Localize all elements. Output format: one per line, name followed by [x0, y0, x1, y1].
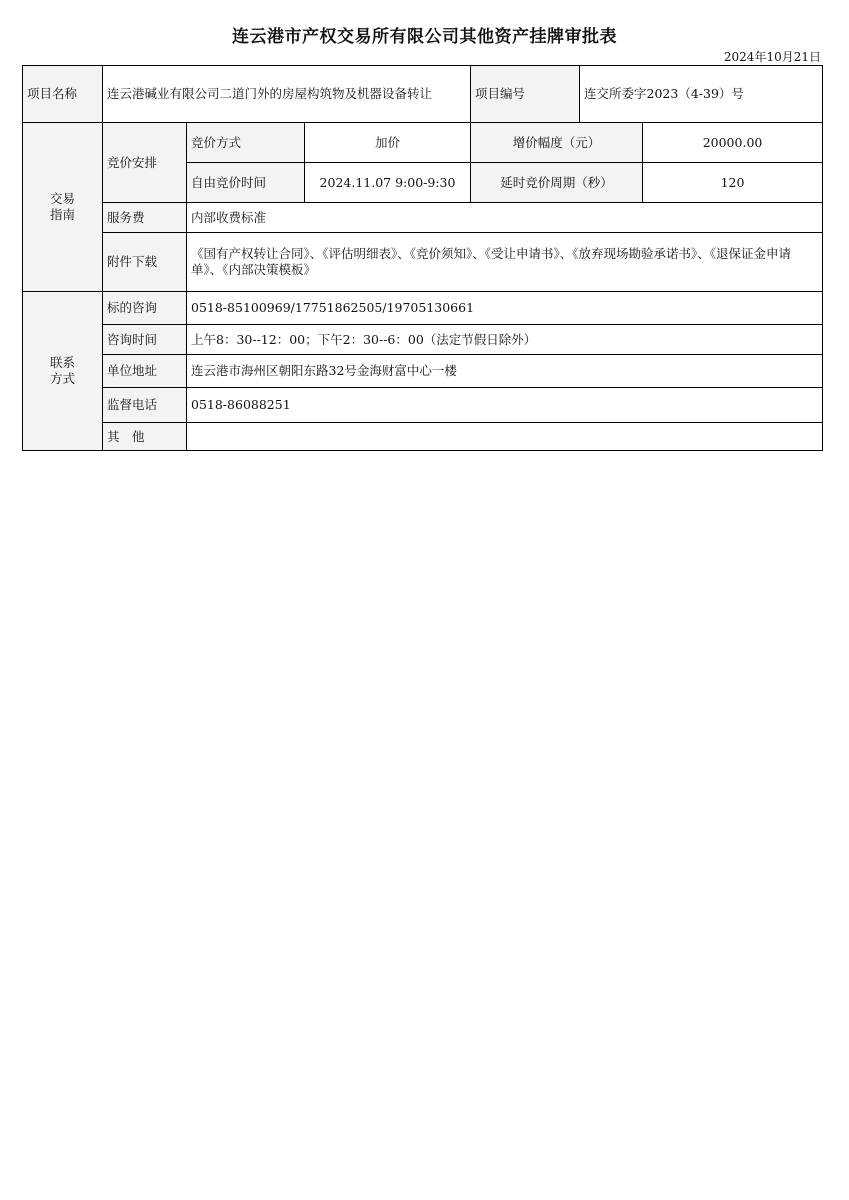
bid-method-row	[23, 123, 823, 163]
supervision-row	[23, 388, 823, 423]
project-row	[23, 66, 823, 123]
attachments-label: 附件下载	[103, 233, 187, 292]
attachments-row	[23, 233, 823, 292]
consult-label: 标的咨询	[103, 292, 187, 325]
project-name-label: 项目名称	[23, 66, 103, 123]
page-title: 连云港市产权交易所有限公司其他资产挂牌审批表	[232, 27, 617, 47]
project-code-label: 项目编号	[471, 66, 580, 123]
service-fee-row	[23, 203, 823, 233]
increment-label: 增价幅度（元）	[471, 123, 643, 163]
other-row	[23, 423, 823, 451]
bid-method-value: 加价	[305, 123, 471, 163]
contact-label-line1: 联系	[49, 355, 75, 370]
free-bid-time-label: 自由竞价时间	[187, 163, 305, 203]
hours-value: 上午8：30--12：00；下午2：30--6：00（法定节假日除外）	[187, 325, 823, 355]
address-value: 连云港市海州区朝阳东路32号金海财富中心一楼	[187, 355, 823, 388]
trading-guide-section	[23, 123, 103, 292]
consult-row	[23, 292, 823, 325]
project-name-value: 连云港碱业有限公司二道门外的房屋构筑物及机器设备转让	[103, 66, 471, 123]
trading-guide-label-line1: 交易	[49, 191, 75, 206]
hours-label: 咨询时间	[103, 325, 187, 355]
other-value	[187, 423, 823, 451]
supervision-label: 监督电话	[103, 388, 187, 423]
attachments-value: 《国有产权转让合同》、《评估明细表》、《竞价须知》、《受让申请书》、《放弃现场勘验承诺书》、《退保证金申请单》、《内部决策模板》	[187, 233, 823, 292]
other-label: 其 他	[103, 423, 187, 451]
form-date: 2024年10月21日	[723, 50, 821, 64]
supervision-value: 0518-86088251	[187, 388, 823, 423]
consult-value: 0518-85100969/17751862505/19705130661	[187, 292, 823, 325]
bid-method-label: 竞价方式	[187, 123, 305, 163]
contact-label-line2: 方式	[49, 371, 75, 386]
delay-period-label: 延时竞价周期（秒）	[471, 163, 643, 203]
delay-period-value: 120	[643, 163, 823, 203]
increment-value: 20000.00	[643, 123, 823, 163]
service-fee-value: 内部收费标准	[187, 203, 823, 233]
service-fee-label: 服务费	[103, 203, 187, 233]
trading-guide-label-line2: 指南	[49, 207, 75, 222]
bidding-arrangement-label: 竞价安排	[103, 123, 187, 203]
approval-form-table	[22, 65, 823, 451]
hours-row	[23, 325, 823, 355]
address-row	[23, 355, 823, 388]
address-label: 单位地址	[103, 355, 187, 388]
free-bid-time-value: 2024.11.07 9:00-9:30	[305, 163, 471, 203]
contact-section	[23, 292, 103, 451]
project-code-value: 连交所委字2023（4-39）号	[580, 66, 823, 123]
